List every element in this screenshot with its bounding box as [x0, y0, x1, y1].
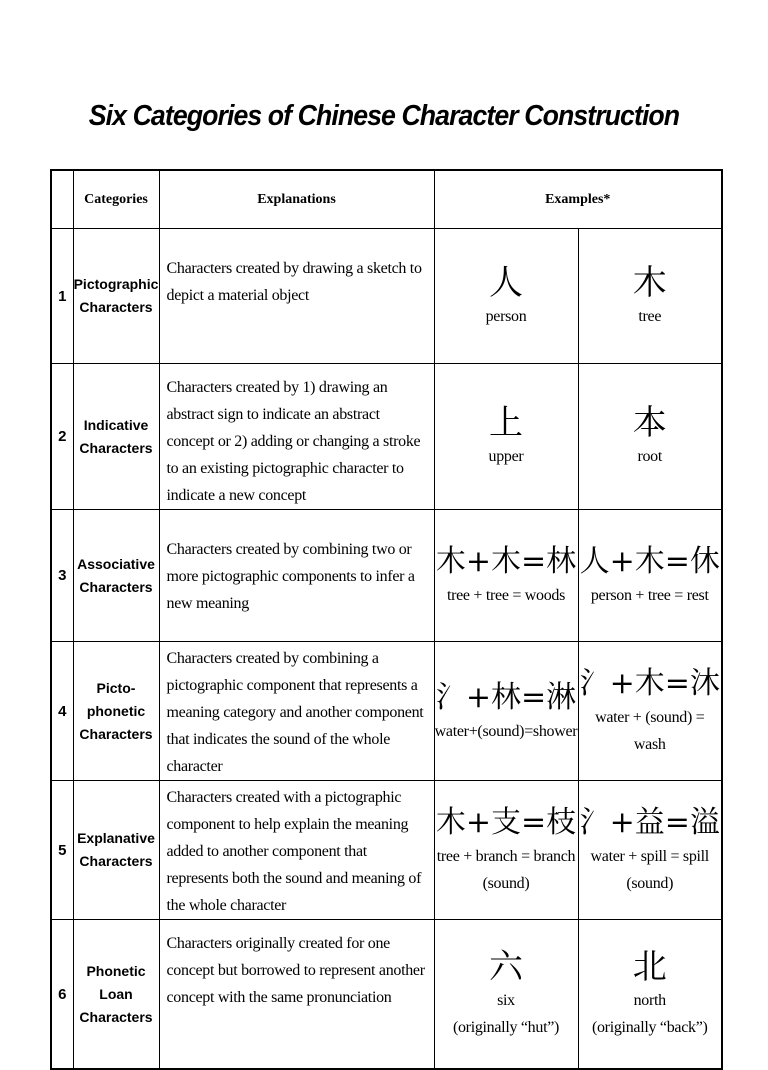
page-title: Six Categories of Chinese Character Construction: [88, 100, 680, 132]
row-number: 5: [51, 781, 73, 920]
example-glyph: 本: [632, 403, 667, 443]
example-formula: 木+支=枝: [435, 805, 577, 840]
category-line: Loan: [99, 985, 133, 1002]
example-formula: 氵+林=淋: [435, 679, 577, 715]
table-row: [51, 781, 722, 920]
example-gloss: tree: [638, 307, 662, 325]
example-gloss: six: [497, 992, 515, 1009]
example-gloss: north: [633, 992, 666, 1009]
table-row: [51, 920, 722, 1070]
explanation-cell: Characters originally created for one concept but borrowed to represent another concept with the same pronunciation: [159, 920, 434, 1070]
example-gloss: water + (sound) = wash: [595, 709, 705, 753]
example-glyph: 人: [489, 262, 523, 303]
row-number: 2: [51, 364, 73, 510]
example-cell: [578, 229, 722, 364]
category-line: Indicative: [83, 416, 149, 433]
row-number: 1: [51, 229, 73, 364]
example-cell: [434, 781, 578, 920]
category-cell: [73, 229, 159, 364]
example-cell: [434, 229, 578, 364]
example-gloss: tree + branch = branch: [436, 848, 576, 865]
header-explanations: Explanations: [159, 170, 434, 229]
example-cell: [578, 920, 722, 1070]
category-cell: [73, 920, 159, 1070]
explanation-cell: Characters created by combining a pictographic component that represents a meaning category and another component that indicates the sound of the whole character: [159, 642, 434, 781]
header-categories: Categories: [73, 170, 159, 229]
table-row: [51, 364, 722, 510]
category-line: Characters: [79, 853, 153, 869]
example-note: (originally “back”): [591, 1019, 708, 1036]
example-cell: [578, 642, 722, 781]
explanation-cell: Characters created by drawing a sketch to depict a material object: [159, 229, 434, 364]
example-cell: [578, 510, 722, 642]
example-gloss: person: [485, 307, 527, 325]
table-row: [51, 510, 722, 642]
header-number: [51, 170, 73, 229]
example-gloss: water+(sound)=shower: [434, 722, 578, 740]
example-note: (sound): [482, 875, 530, 892]
category-line: Phonetic: [86, 962, 146, 979]
example-note: (sound): [626, 875, 674, 892]
example-cell: [434, 920, 578, 1070]
example-cell: [578, 781, 722, 920]
example-gloss: water + spill = spill: [590, 848, 709, 865]
example-gloss: person + tree = rest: [590, 587, 709, 604]
category-line: Characters: [79, 1008, 153, 1025]
example-gloss: tree + tree = woods: [446, 587, 566, 604]
example-glyph: 六: [489, 947, 523, 987]
row-number: 6: [51, 920, 73, 1070]
example-formula: 木+木=林: [435, 544, 577, 579]
category-line: phonetic: [86, 702, 146, 719]
row-number: 3: [51, 510, 73, 642]
example-cell: [434, 510, 578, 642]
category-line: Characters: [79, 439, 153, 456]
category-cell: [73, 781, 159, 920]
category-line: Picto-: [96, 679, 136, 696]
category-line: Explanative: [77, 830, 155, 846]
categories-table: [50, 169, 723, 1070]
example-glyph: 木: [632, 262, 667, 303]
example-cell: [434, 364, 578, 510]
category-cell: [73, 510, 159, 642]
example-cell: [434, 642, 578, 781]
category-line: Pictographic: [73, 276, 159, 292]
row-number: 4: [51, 642, 73, 781]
explanation-cell: Characters created by combining two or more pictographic components to infer a new meaning: [159, 510, 434, 642]
table-row: [51, 229, 722, 364]
example-formula: 人+木=休: [579, 544, 720, 579]
header-examples: Examples*: [434, 170, 722, 229]
example-gloss: upper: [488, 448, 524, 465]
table-header-row: [51, 170, 722, 229]
example-formula: 氵+木=沐: [579, 666, 720, 701]
example-note: (originally “hut”): [452, 1019, 560, 1036]
example-gloss: root: [637, 448, 663, 465]
category-cell: [73, 642, 159, 781]
table-row: [51, 642, 722, 781]
category-line: Characters: [79, 725, 153, 742]
category-line: Associative: [77, 555, 155, 572]
explanation-cell: Characters created with a pictographic component to help explain the meaning added to another component that represents both the sound and meaning of the whole character: [159, 781, 434, 920]
example-glyph: 上: [489, 403, 523, 443]
explanation-cell: Characters created by 1) drawing an abstract sign to indicate an abstract concept or 2) adding or changing a stroke to an existing pictographic character to indicate a new concept: [159, 364, 434, 510]
category-cell: [73, 364, 159, 510]
example-formula: 氵+益=溢: [579, 805, 720, 840]
example-cell: [578, 364, 722, 510]
category-line: Characters: [79, 299, 153, 315]
example-glyph: 北: [632, 947, 667, 987]
category-line: Characters: [79, 578, 153, 595]
